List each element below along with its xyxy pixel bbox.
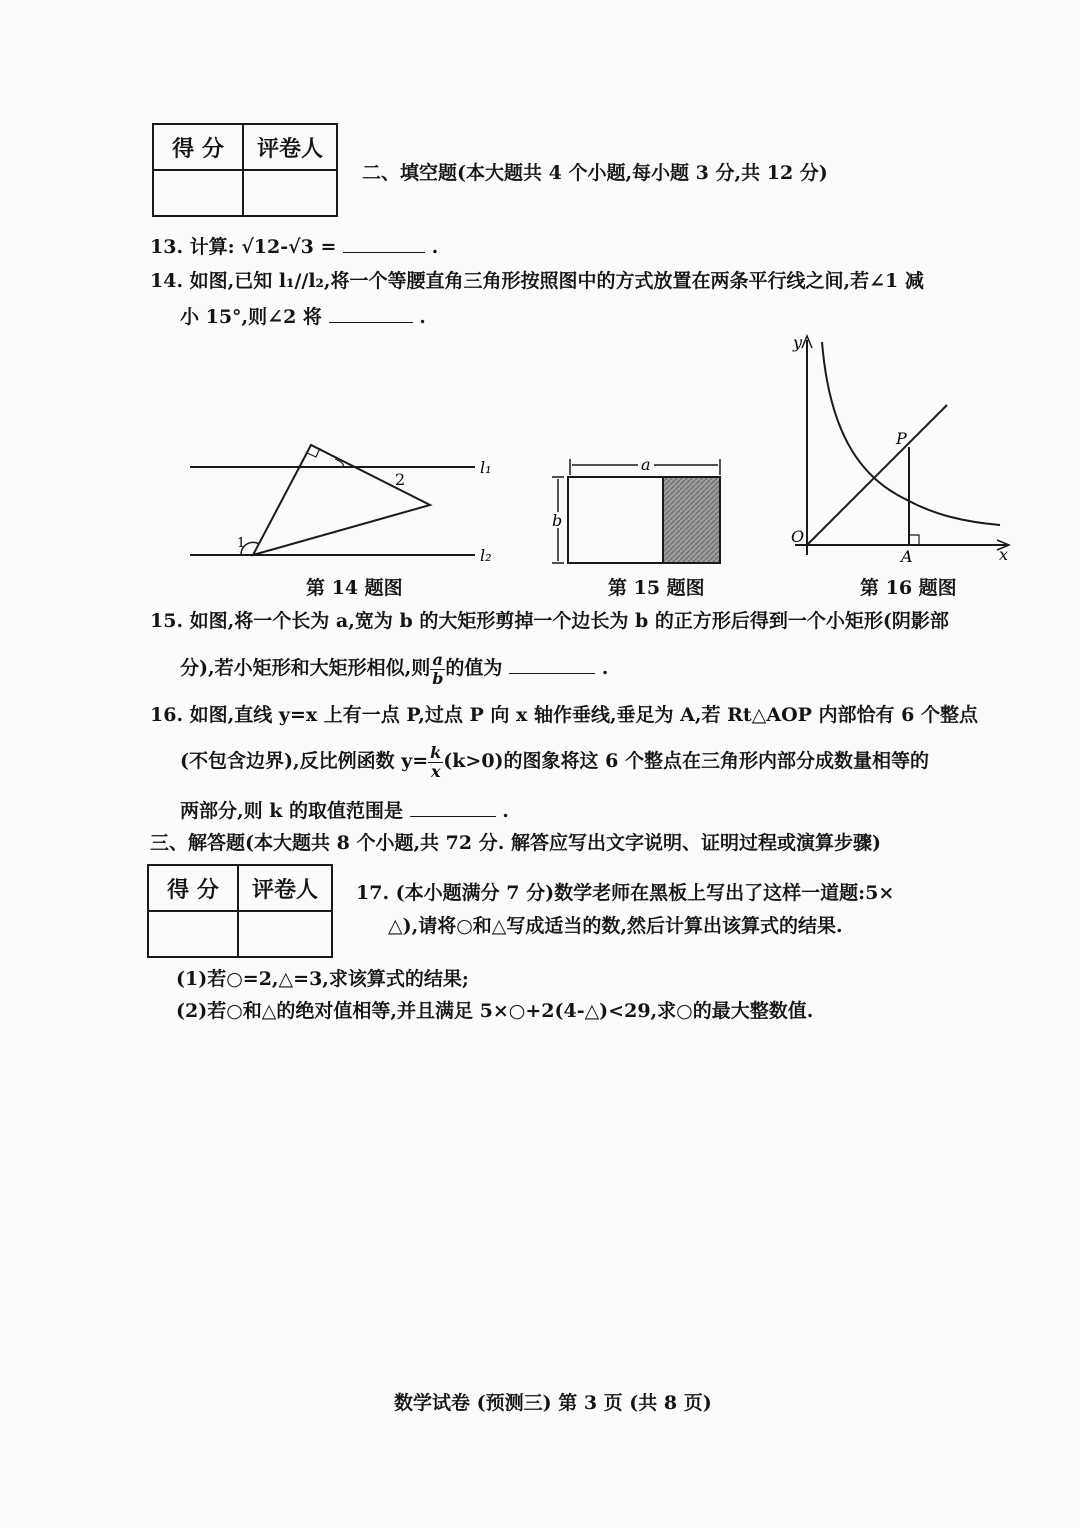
figure-14	[185, 435, 510, 575]
q14-answer-blank[interactable]	[329, 302, 413, 323]
score-header: 得 分	[148, 865, 238, 911]
question-14-line1: 14. 如图,已知 l₁//l₂,将一个等腰直角三角形按照图中的方式放置在两条平行线之间,若∠1 减	[150, 270, 924, 292]
figure-14-caption: 第 14 题图	[306, 577, 403, 599]
q13-prefix: 13. 计算:	[150, 236, 235, 258]
q16-end: .	[502, 800, 509, 822]
q13-answer-blank[interactable]	[343, 232, 425, 253]
label-b: b	[552, 511, 563, 530]
q15-fraction-denominator: b	[432, 668, 444, 688]
grader-cell[interactable]	[238, 911, 332, 957]
question-15-line1: 15. 如图,将一个长为 a,宽为 b 的大矩形剪掉一个边长为 b 的正方形后得到一个小矩形(阴影部	[150, 610, 949, 632]
q15-line2-post: 的值为	[445, 657, 503, 679]
label-angle-1: 1	[237, 536, 246, 551]
question-17-part2: (2)若○和△的绝对值相等,并且满足 5×○+2(4-△)<29,求○的最大整数值.	[176, 1000, 814, 1022]
q15-line2-pre: 分),若小矩形和大矩形相似,则	[180, 657, 431, 679]
label-o: O	[791, 527, 805, 546]
q14-end: .	[419, 306, 426, 328]
score-cell[interactable]	[153, 170, 243, 216]
label-y: y	[793, 333, 803, 352]
question-14-line2	[180, 302, 426, 330]
question-15-line2	[180, 644, 608, 692]
figure-16	[785, 330, 1020, 565]
label-a: a	[641, 455, 651, 474]
score-table-section2	[152, 123, 338, 217]
score-header: 得 分	[153, 124, 243, 170]
page-footer: 数学试卷 (预测三) 第 3 页 (共 8 页)	[394, 1392, 712, 1414]
grader-cell[interactable]	[243, 170, 337, 216]
q13-expression: √12-√3 =	[241, 236, 337, 258]
label-x: x	[999, 545, 1009, 564]
inverse-proportion-curve	[822, 342, 1000, 525]
q15-fraction-numerator: a	[430, 651, 445, 670]
figure-15	[550, 455, 730, 575]
q14-line2-text: 小 15°,则∠2 将	[180, 306, 322, 328]
section3-title: 三、解答题(本大题共 8 个小题,共 72 分. 解答应写出文字说明、证明过程或演算步骤)	[150, 832, 881, 854]
q16-answer-blank[interactable]	[410, 796, 496, 817]
q15-answer-blank[interactable]	[509, 653, 595, 674]
question-16-line2	[180, 737, 929, 785]
isosceles-right-triangle	[253, 445, 430, 555]
q15-fraction	[430, 651, 445, 688]
label-angle-2: 2	[395, 470, 406, 489]
label-p: P	[896, 429, 907, 448]
score-table-q17	[147, 864, 333, 958]
grader-header: 评卷人	[243, 124, 337, 170]
section2-title: 二、填空题(本大题共 4 个小题,每小题 3 分,共 12 分)	[362, 162, 828, 184]
q16-fraction-denominator: x	[430, 761, 441, 781]
shaded-small-rectangle	[663, 477, 720, 563]
q16-line3-text: 两部分,则 k 的取值范围是	[180, 800, 404, 822]
question-16-line3	[180, 796, 509, 824]
question-17-line1: 17. (本小题满分 7 分)数学老师在黑板上写出了这样一道题:5×	[356, 882, 895, 904]
right-angle-mark-a	[909, 535, 919, 545]
label-l1: l₁	[480, 458, 492, 477]
q16-fraction	[428, 744, 443, 781]
q15-end: .	[601, 657, 609, 679]
q16-line2-pre: (不包含边界),反比例函数 y=	[180, 750, 429, 772]
question-17-part1: (1)若○=2,△=3,求该算式的结果;	[176, 968, 469, 990]
question-17-line2: △),请将○和△写成适当的数,然后计算出该算式的结果.	[388, 915, 843, 937]
q16-line2-post: (k>0)的图象将这 6 个整点在三角形内部分成数量相等的	[443, 750, 930, 772]
q13-end: .	[431, 236, 439, 258]
grader-header: 评卷人	[238, 865, 332, 911]
line-y-equals-x	[807, 405, 947, 545]
q16-fraction-numerator: k	[430, 742, 442, 762]
figure-15-caption: 第 15 题图	[608, 577, 705, 599]
score-cell[interactable]	[148, 911, 238, 957]
label-l2: l₂	[480, 546, 492, 565]
question-13	[150, 232, 438, 260]
figure-16-caption: 第 16 题图	[860, 577, 957, 599]
question-16-line1: 16. 如图,直线 y=x 上有一点 P,过点 P 向 x 轴作垂线,垂足为 A,若 Rt△AOP 内部恰有 6 个整点	[150, 704, 978, 726]
label-a-point: A	[901, 547, 913, 565]
